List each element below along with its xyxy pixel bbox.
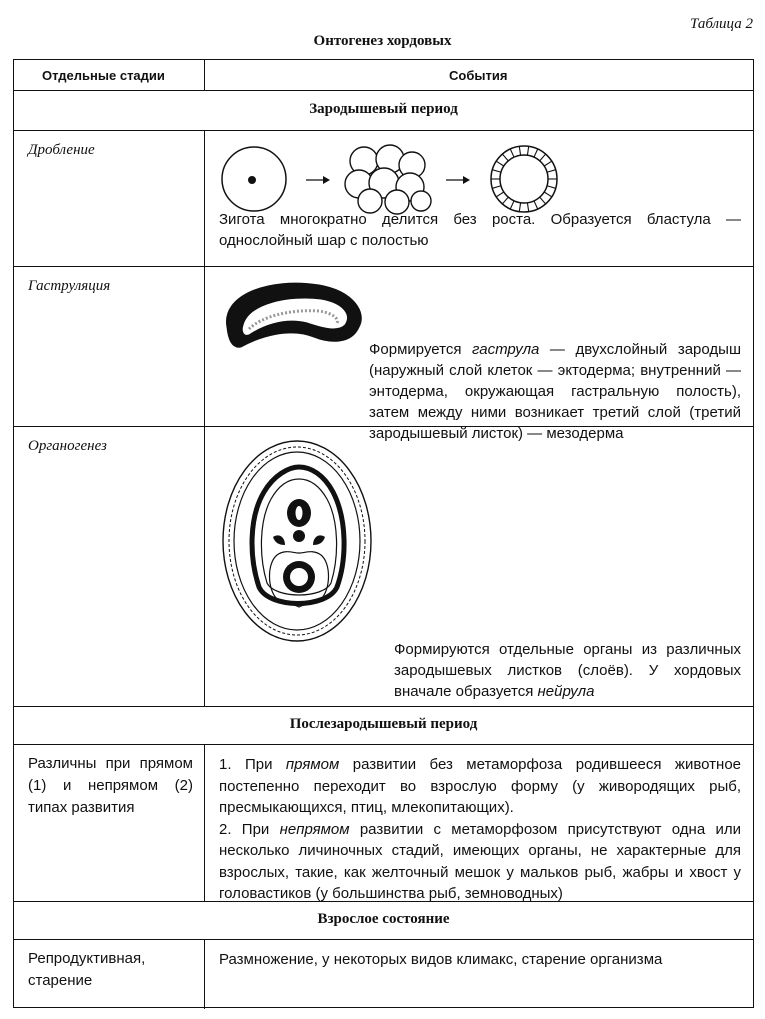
table-number-label: Таблица 2 <box>690 16 753 32</box>
direct-term: прямом <box>285 756 340 773</box>
indirect-term: непрямом <box>279 820 350 838</box>
header-events: События <box>449 68 508 83</box>
header-stages: Отдельные стадии <box>42 68 165 83</box>
period-row-embryonic <box>14 90 753 130</box>
stage-reproductive: Репродуктивная, старение <box>28 950 146 989</box>
table-row-cleavage <box>14 130 753 266</box>
column-divider <box>204 60 205 90</box>
indirect-development-paragraph: 2. При непрямом развитии с метаморфозом присутствуют одна или несколько личиночных стадий, имеющих органы, не характерные для взрослых, такие, как желточный мешок у мальков рыб, жабры и хвост у головастиков (у большинства рыб, земноводных) <box>219 820 741 902</box>
stage-organogenesis: Органогенез <box>28 438 107 454</box>
morula-icon <box>345 145 431 214</box>
period-title-postembryonic: Послезародышевый период <box>289 716 478 732</box>
gastrulation-text-rest: — двухслойный зародыш (наружный слой клеток — эктодерма; внутренний — энтодерма, окружающая гастральную полость), затем между ними возникает третий слой (третий зародышевый листок) — мезодерма <box>369 341 741 442</box>
neurula-illustration <box>219 437 389 647</box>
development-types-description <box>219 754 741 905</box>
period-title-adult: Взрослое состояние <box>317 911 450 927</box>
period-row-adult <box>14 901 753 939</box>
reproductive-description: Размножение, у некоторых видов климакс, старение организма <box>219 951 663 968</box>
zygote-icon <box>222 147 286 211</box>
table-row-gastrulation <box>14 266 753 442</box>
stage-development-types: Различны при прямом (1) и непрямом (2) типах развития <box>28 755 193 816</box>
ontogenesis-table <box>13 59 754 1008</box>
table-row-development-types <box>14 744 753 901</box>
document-title: Онтогенез хордовых <box>313 33 452 49</box>
stage-cleavage: Дробление <box>28 142 95 158</box>
period-row-postembryonic <box>14 706 753 744</box>
gastrulation-text: Формируется <box>369 341 472 358</box>
direct-development-paragraph: 1. При прямом развитии без метаморфоза родившееся животное постепенно переходит во взрослую форму (у живородящих рыб, пресмыкающихся, птиц, млекопитающих). <box>219 756 741 816</box>
stage-gastrulation: Гаструляция <box>28 278 111 294</box>
table-row-reproductive <box>14 939 753 1009</box>
arrow-icon <box>306 176 330 184</box>
table-row-organogenesis <box>14 426 753 706</box>
neurula-term: нейрула <box>537 683 595 700</box>
arrow-icon <box>446 176 470 184</box>
cleavage-description: Зигота многократно делится без роста. Образуется бластула — однослойный шар с полостью <box>219 211 741 249</box>
period-title-embryonic: Зародышевый период <box>309 101 458 117</box>
cleavage-illustration <box>214 139 754 211</box>
organogenesis-text: Формируются отдельные органы из различных зародышевых листков (слоёв). У хордовых вначале образуется <box>394 641 741 700</box>
blastula-icon <box>491 146 557 212</box>
gastrula-term: гаструла <box>472 341 540 358</box>
organogenesis-description <box>219 639 741 702</box>
